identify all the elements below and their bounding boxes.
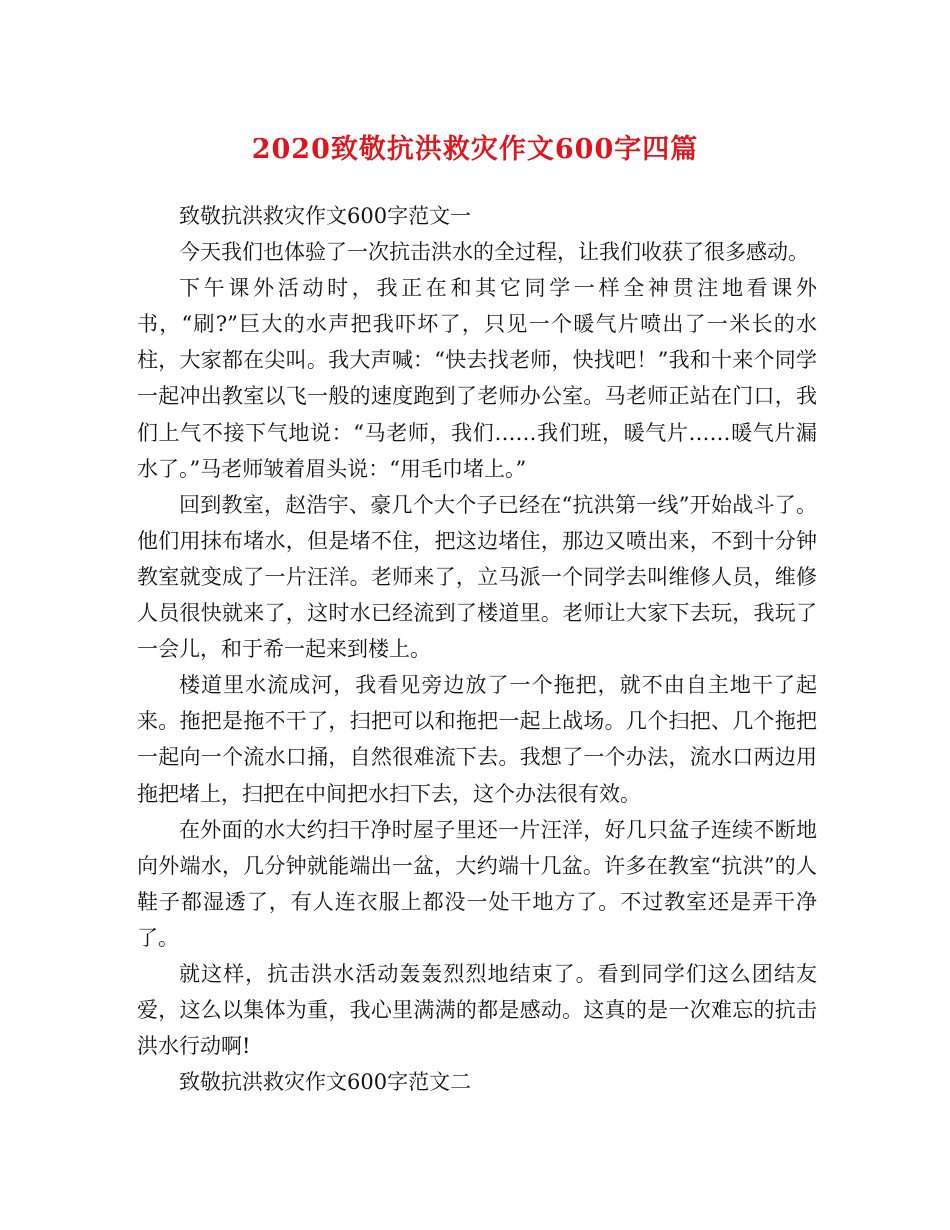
paragraph: 就这样，抗击洪水活动轰轰烈烈地结束了。看到同学们这么团结友爱，这么以集体为重，我心里满满的都是感动。这真的是一次难忘的抗击洪水行动啊! — [137, 961, 817, 1059]
paragraph: 在外面的水大约扫干净时屋子里还一片汪洋，好几只盆子连续不断地向外端水，几分钟就能端出一盆，大约端十几盆。许多在教室“抗洪”的人鞋子都湿透了，有人连衣服上都没一处干地方了。不过教室还是弄干净了。 — [137, 817, 817, 950]
document-title: 2020致敬抗洪救灾作文600字四篇 — [251, 134, 699, 165]
paragraph: 回到教室，赵浩宇、豪几个大个子已经在“抗洪第一线”开始战斗了。他们用抹布堵水，但是堵不住，把这边堵住，那边又喷出来，不到十分钟教室就变成了一片汪洋。老师来了，立马派一个同学去叫维修人员，维修人员很快就来了，这时水已经流到了楼道里。老师让大家下去玩，我玩了一会儿，和于希一起来到楼上。 — [137, 492, 817, 662]
document-body — [137, 198, 817, 1100]
paragraph: 今天我们也体验了一次抗击洪水的全过程，让我们收获了很多感动。 — [179, 240, 809, 265]
section-heading-1: 致敬抗洪救灾作文600字范文一 — [179, 204, 472, 228]
paragraph: 下午课外活动时，我正在和其它同学一样全神贯注地看课外书，“刷?”巨大的水声把我吓坏了，只见一个暖气片喷出了一米长的水柱，大家都在尖叫。我大声喊：“快去找老师，快找吧！”我和十来个同学一起冲出教室以飞一般的速度跑到了老师办公室。马老师正站在门口，我们上气不接下气地说：“马老师，我们……我们班，暖气片……暖气片漏水了。”马老师皱着眉头说：“用毛巾堵上。” — [137, 276, 817, 481]
paragraph: 楼道里水流成河，我看见旁边放了一个拖把，就不由自主地干了起来。拖把是拖不干了，扫把可以和拖把一起上战场。几个扫把、几个拖把一起向一个流水口捅，自然很难流下去。我想了一个办法，流水口两边用拖把堵上，扫把在中间把水扫下去，这个办法很有效。 — [137, 673, 817, 806]
section-heading-2: 致敬抗洪救灾作文600字范文二 — [179, 1070, 472, 1095]
